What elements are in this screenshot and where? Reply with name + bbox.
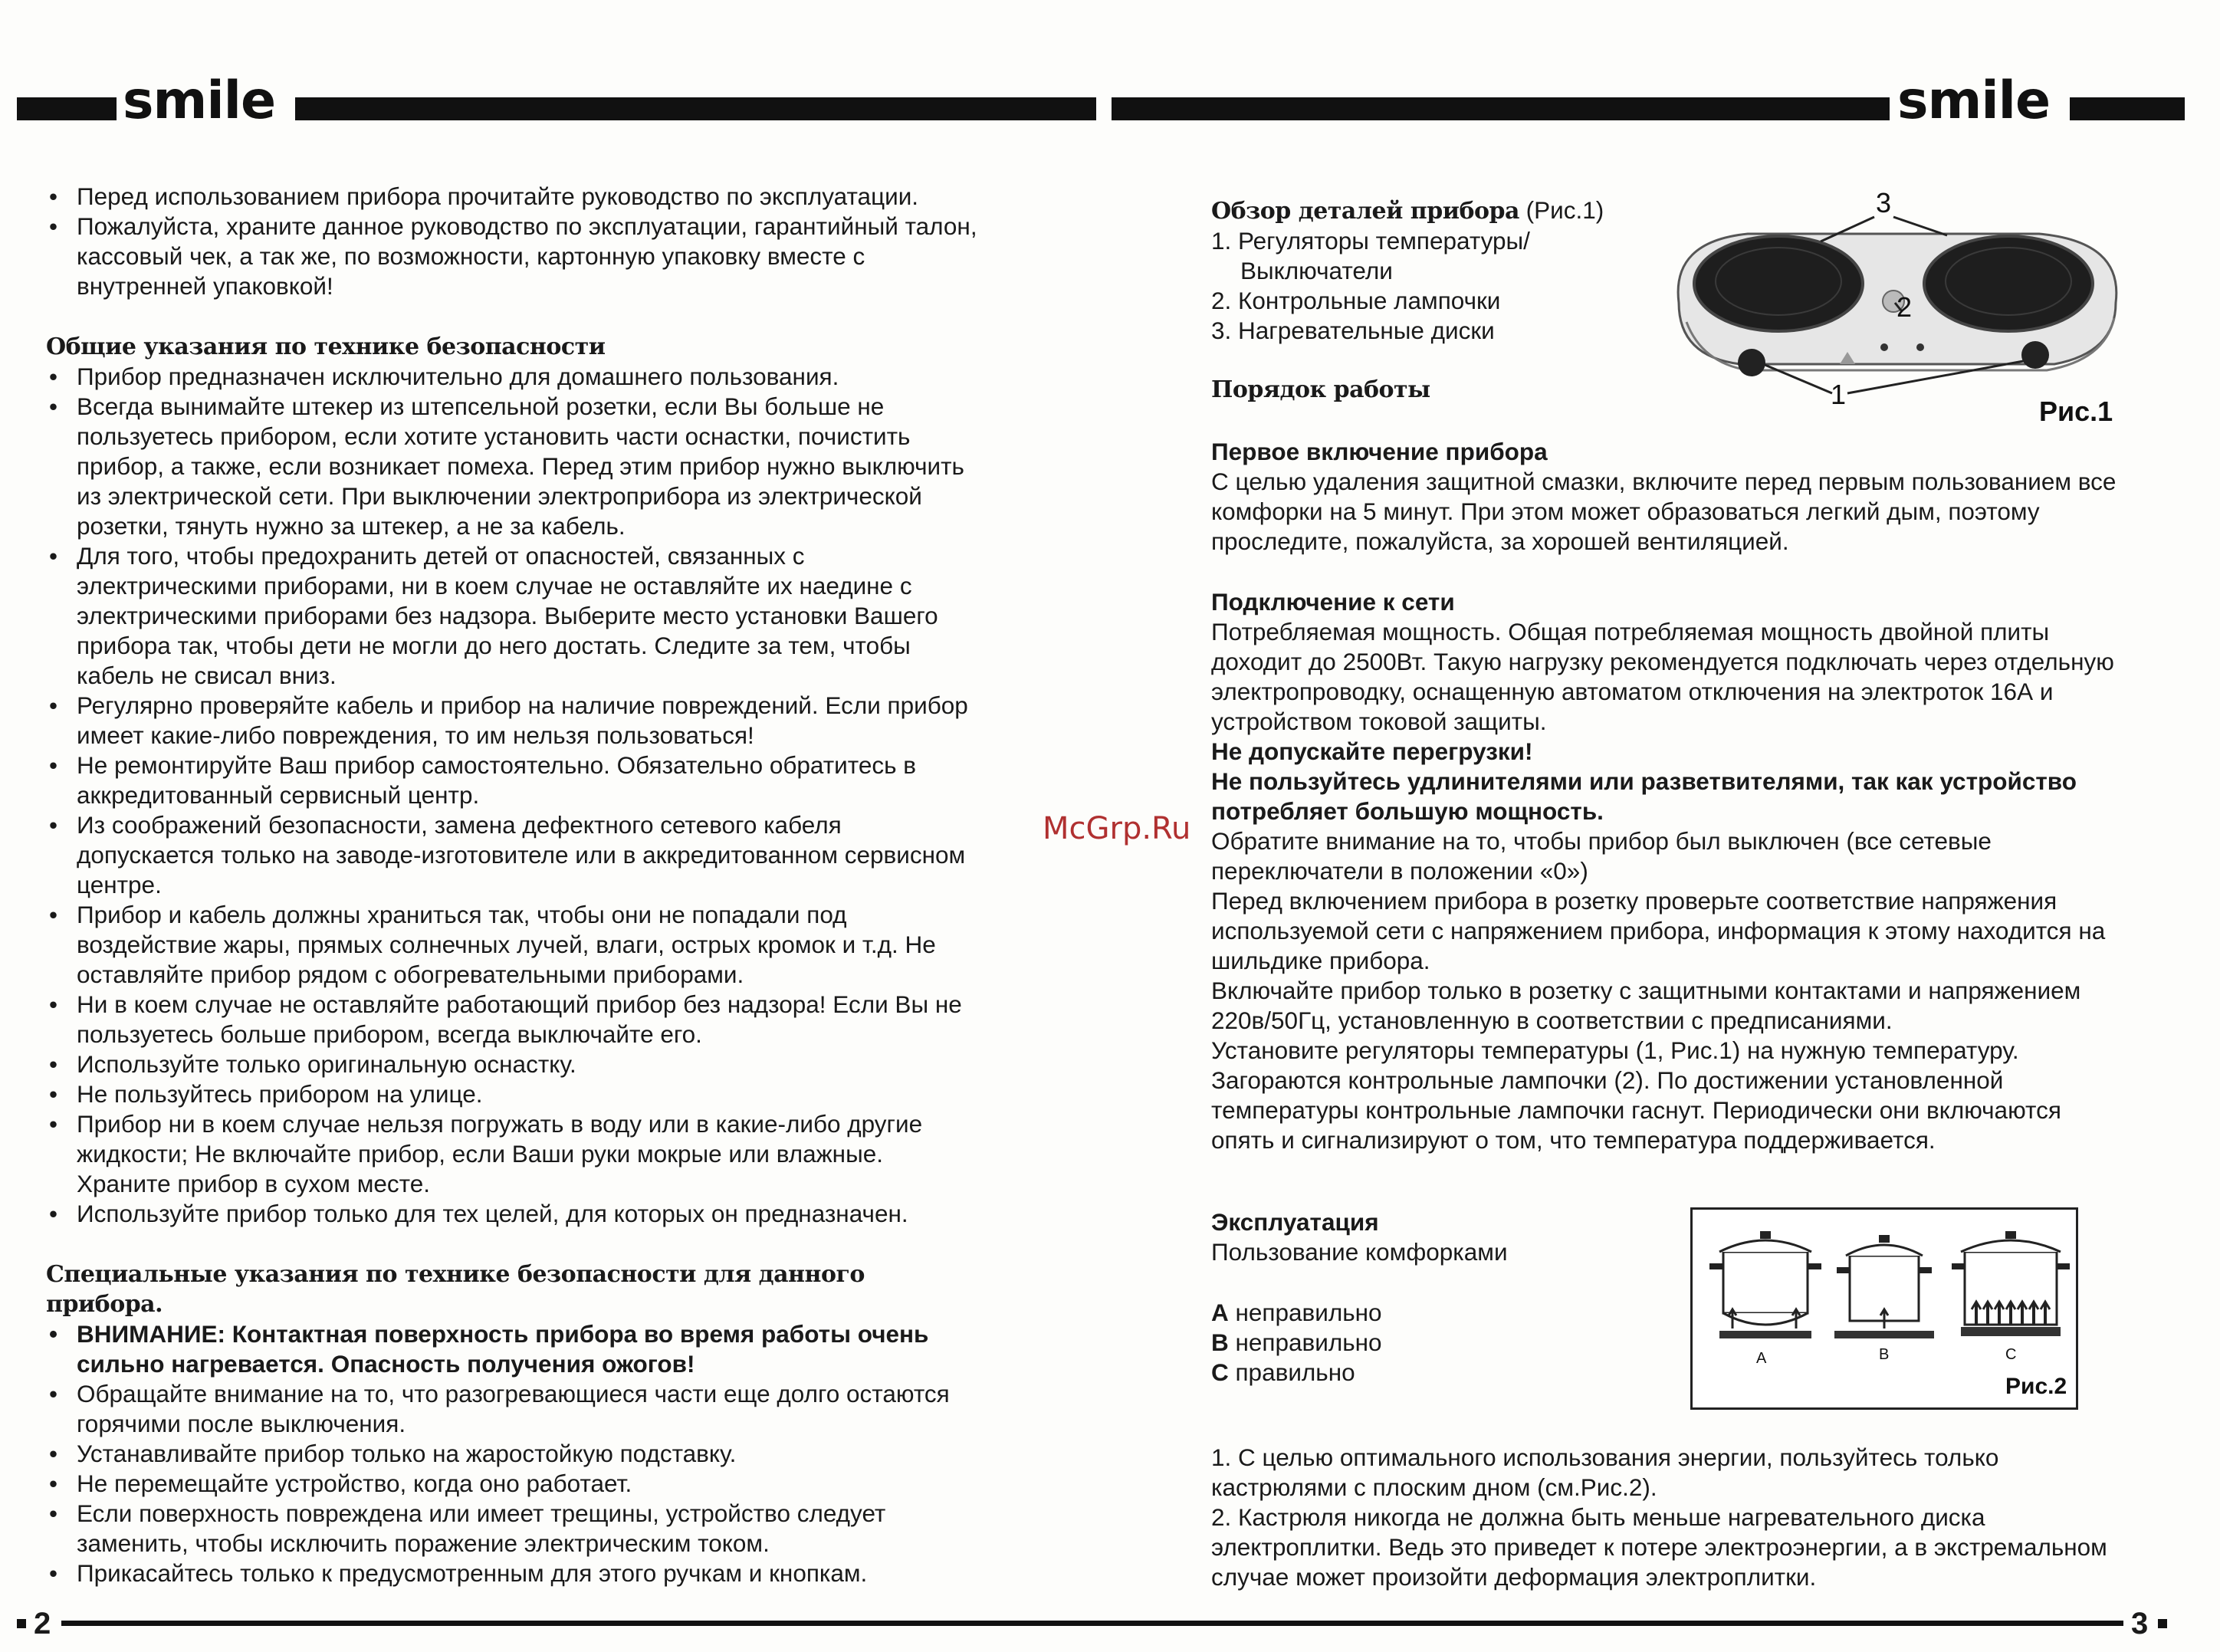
page-number-right: 3: [2131, 1607, 2149, 1641]
para-socket: Включайте прибор только в розетку с защитными контактами и напряжением 220в/50Гц, установленную в соответствии с предписаниями.: [1211, 977, 2081, 1034]
para-switch: Обратите внимание на то, чтобы прибор был выключен (все сетевые переключатели в положении «0»): [1211, 827, 1992, 885]
temperature-knob: [1738, 349, 1765, 376]
list-item: • Не пользуйтесь прибором на улице.: [46, 1079, 980, 1109]
list-item: • Прибор предназначен исключительно для домашнего пользования.: [46, 362, 980, 392]
fig2-label-a: A: [1756, 1350, 1767, 1367]
fig1-label-1: 1: [1831, 379, 1847, 410]
option-c: C правильно: [1211, 1358, 1355, 1386]
temperature-knob: [2021, 341, 2049, 369]
right-page-text: [1211, 437, 2131, 1155]
overview-item: 2. Контрольные лампочки: [1211, 287, 1501, 314]
special-safety-heading: Специальные указания по технике безопасности для данного прибора.: [46, 1261, 865, 1318]
para-regulators: Установите регуляторы температуры (1, Рис.1) на нужную температуру. Загораются контрольные лампочки (2). По достижении установленной температуры контрольные лампочки гаснут. Периодически они включаются опять и сигнализируют о том, что температура поддерживается.: [1211, 1036, 2061, 1154]
watermark: McGrp.Ru: [1043, 811, 1191, 846]
list-item: • Не ремонтируйте Ваш прибор самостоятельно. Обязательно обратитесь в аккредитованный сервисный центр.: [46, 750, 980, 810]
left-page-text: [46, 182, 980, 1588]
overview-ref: (Рис.1): [1519, 196, 1604, 224]
special-safety-list: [46, 1319, 980, 1588]
first-use-text: С целью удаления защитной смазки, включите перед первым пользованием все комфорки на 5 минут. При этом может образоваться легкий дым, поэтому проследите, пожалуйста, за хорошей вентиляцией.: [1211, 468, 2117, 555]
fig2-label-b: B: [1879, 1346, 1890, 1363]
fig2-label-c: C: [2005, 1346, 2017, 1363]
list-item: • Не перемещайте устройство, когда оно работает.: [46, 1469, 980, 1499]
overview-block: [1211, 195, 1671, 405]
note-1: 1. С целью оптимального использования энергии, пользуйтесь только кастрюлями с плоским дном (см.Рис.2).: [1211, 1443, 1999, 1501]
header-bar-right-a: [1112, 97, 1890, 120]
list-item: • Используйте прибор только для тех целей, для которых он предназначен.: [46, 1199, 980, 1229]
list-item: • Устанавливайте прибор только на жаростойкую подставку.: [46, 1439, 980, 1469]
overview-item: 3. Нагревательные диски: [1211, 317, 1495, 344]
list-item: • ВНИМАНИЕ: Контактная поверхность прибора во время работы очень сильно нагревается. Опасность получения ожогов!: [46, 1319, 980, 1379]
list-item: • Обращайте внимание на то, что разогревающиеся части еще долго остаются горячими после выключения.: [46, 1379, 980, 1439]
list-item: • Всегда вынимайте штекер из штепсельной розетки, если Вы больше не пользуетесь прибором, если хотите установить части оснастки, почистить прибор, а также, если возникает помеха. Перед этим прибор нужно выключить из электрической сети. При выключении электроприбора из электрической розетки, тянуть нужно за штекер, а не за кабель.: [46, 392, 980, 541]
general-safety-heading: Общие указания по технике безопасности: [46, 333, 606, 360]
fig2-caption: Рис.2: [2005, 1374, 2067, 1399]
list-item: • Используйте только оригинальную оснастку.: [46, 1049, 980, 1079]
list-item: • Регулярно проверяйте кабель и прибор на наличие повреждений. Если прибор имеет какие-либо повреждения, то им нельзя пользоваться!: [46, 691, 980, 750]
notes-block: [1211, 1443, 2131, 1592]
indicator-lamp: [1880, 343, 1888, 351]
order-heading: Порядок работы: [1211, 376, 1430, 403]
note-2: 2. Кастрюля никогда не должна быть меньше нагревательного диска электроплитки. Ведь это приведет к потере электроэнергии, а в экстремальном случае может произойти деформация электроплитки.: [1211, 1503, 2107, 1591]
list-item: • Ни в коем случае не оставляйте работающий прибор без надзора! Если Вы не пользуетесь больше прибором, всегда выключайте его.: [46, 990, 980, 1049]
exploit-heading: Эксплуатация: [1211, 1208, 1379, 1236]
header-bar-left-b: [295, 97, 1096, 120]
pots-figure: [1690, 1207, 2078, 1410]
option-a: A неправильно: [1211, 1299, 1382, 1326]
pot-a: [1709, 1231, 1821, 1338]
footer-line: [61, 1621, 2123, 1626]
header-bar-left-a: [17, 97, 117, 120]
logo-left: smile: [123, 71, 276, 131]
exploit-subheading: Пользование комфорками: [1211, 1238, 1508, 1266]
general-safety-list: [46, 362, 980, 1229]
heating-disc: [1924, 236, 2093, 331]
page-number-left: 2: [34, 1607, 51, 1641]
fig1-label-3: 3: [1876, 188, 1892, 218]
pot-b: [1834, 1235, 1934, 1338]
fig1-caption: Рис.1: [2039, 396, 2113, 427]
connect-text: Потребляемая мощность. Общая потребляемая мощность двойной плиты доходит до 2500Вт. Такую нагрузку рекомендуется подключать через отдельную электропроводку, оснащенную автоматом отключения на электроток 16А и устройством токовой защиты.: [1211, 618, 2114, 735]
overview-item: 1. Регуляторы температуры/: [1211, 227, 1530, 255]
para-voltage: Перед включением прибора в розетку проверьте соответствие напряжения используемой сети с напряжением прибора, информация к этому находится на шильдике прибора.: [1211, 887, 2106, 974]
overview-heading: Обзор деталей прибора: [1211, 198, 1519, 225]
overview-item: Выключатели: [1240, 257, 1393, 284]
pot-c: [1952, 1231, 2070, 1336]
list-item: • Перед использованием прибора прочитайте руководство по эксплуатации.: [46, 182, 980, 212]
footer-square-right: [2158, 1619, 2167, 1628]
exploit-block: [1211, 1207, 1671, 1388]
list-item: • Прибор и кабель должны храниться так, чтобы они не попадали под воздействие жары, прямых солнечных лучей, влаги, острых кромок и т.д. Не оставляйте прибор рядом с обогревательными приборами.: [46, 900, 980, 990]
list-item: • Для того, чтобы предохранить детей от опасностей, связанных с электрическими приборами, ни в коем случае не оставляйте их наедине с электрическими приборами без надзора. Выберите место установки Вашего прибора так, чтобы дети не могли до него достать. Следите за тем, чтобы кабель не свисал вниз.: [46, 541, 980, 691]
connect-heading: Подключение к сети: [1211, 588, 1455, 616]
header-bar-right-b: [2070, 97, 2185, 120]
list-item: • Пожалуйста, храните данное руководство по эксплуатации, гарантийный талон, кассовый чек, а так же, по возможности, картонную упаковку вместе с внутренней упаковкой!: [46, 212, 980, 301]
indicator-lamp: [1916, 343, 1924, 351]
list-item: • Прикасайтесь только к предусмотренным для этого ручкам и кнопкам.: [46, 1558, 980, 1588]
footer-square-left: [17, 1619, 26, 1628]
fig1-label-2: 2: [1897, 291, 1913, 323]
hotplate-figure: [1656, 188, 2131, 433]
logo-right: smile: [1897, 71, 2051, 131]
list-item: • Из соображений безопасности, замена дефектного сетевого кабеля допускается только на заводе-изготовителе или в аккредитованном сервисном центре.: [46, 810, 980, 900]
list-item: • Если поверхность повреждена или имеет трещины, устройство следует заменить, чтобы исключить поражение электрическим током.: [46, 1499, 980, 1558]
first-use-heading: Первое включение прибора: [1211, 438, 1548, 465]
warning-overload: Не допускайте перегрузки!: [1211, 737, 1533, 765]
list-item: • Прибор ни в коем случае нельзя погружать в воду или в какие-либо другие жидкости; Не включайте прибор, если Ваши руки мокрые или влажные. Храните прибор в сухом месте.: [46, 1109, 980, 1199]
heating-disc: [1694, 236, 1863, 331]
warning-extension: Не пользуйтесь удлинителями или разветвителями, так как устройство потребляет большую мощность.: [1211, 767, 2077, 825]
intro-list: [46, 182, 980, 301]
option-b: B неправильно: [1211, 1328, 1382, 1356]
